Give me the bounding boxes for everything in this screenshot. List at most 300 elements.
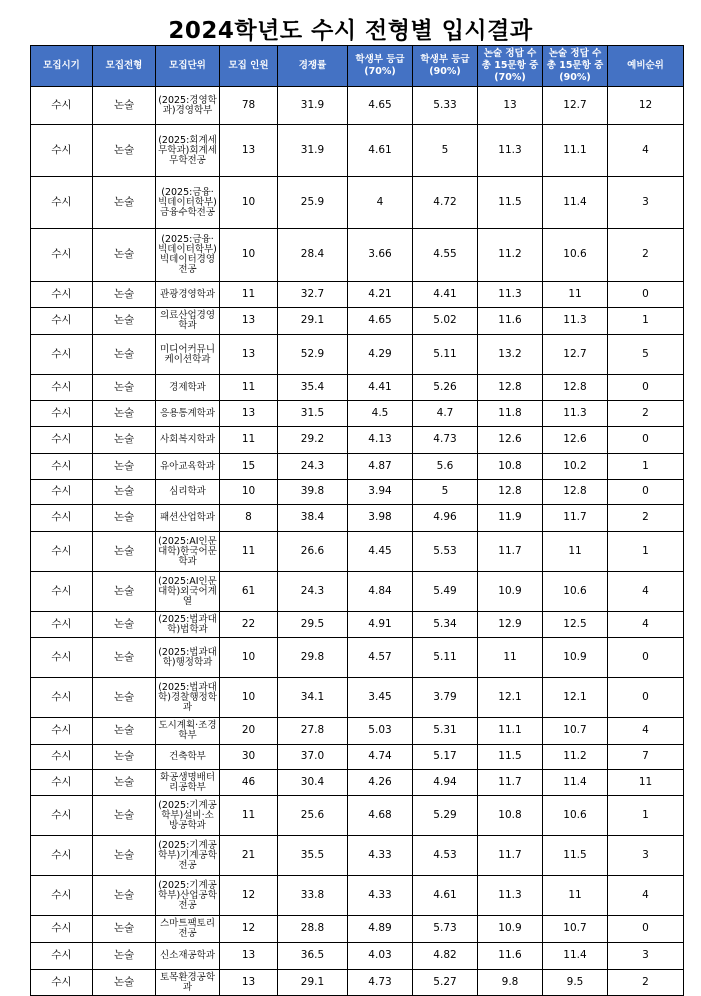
table-cell: 11 bbox=[478, 638, 543, 678]
table-cell: 13 bbox=[220, 335, 278, 375]
table-cell: 4.55 bbox=[413, 229, 478, 282]
table-cell: 수시 bbox=[31, 229, 93, 282]
table-cell: 수시 bbox=[31, 401, 93, 427]
header-cell: 논술 정답 수 총 15문항 중 (90%) bbox=[543, 46, 608, 87]
table-cell: 31.5 bbox=[278, 401, 348, 427]
table-cell: 11.1 bbox=[543, 125, 608, 177]
table-row bbox=[31, 678, 684, 718]
table-cell: (2025:기계공학부)산업공학전공 bbox=[156, 876, 220, 916]
table-cell: 수시 bbox=[31, 916, 93, 943]
table-cell: 수시 bbox=[31, 505, 93, 532]
table-cell: 4.7 bbox=[413, 401, 478, 427]
table-cell: 15 bbox=[220, 454, 278, 480]
table-row bbox=[31, 916, 684, 943]
table-cell: 20 bbox=[220, 718, 278, 745]
table-cell: 5.11 bbox=[413, 335, 478, 375]
table-cell: 10.2 bbox=[543, 454, 608, 480]
table-cell: 10.8 bbox=[478, 454, 543, 480]
table-cell: 12.8 bbox=[478, 375, 543, 401]
table-cell: 4.73 bbox=[413, 427, 478, 454]
table-cell: 29.5 bbox=[278, 612, 348, 638]
table-cell: 24.3 bbox=[278, 454, 348, 480]
header-cell: 모집전형 bbox=[93, 46, 156, 87]
table-cell: 수시 bbox=[31, 308, 93, 335]
table-cell: 13 bbox=[220, 308, 278, 335]
table-cell: 31.9 bbox=[278, 125, 348, 177]
table-cell: 4 bbox=[608, 612, 684, 638]
table-cell: 11.4 bbox=[543, 770, 608, 796]
table-cell: 5 bbox=[413, 480, 478, 505]
table-cell: 24.3 bbox=[278, 572, 348, 612]
table-cell: 4.94 bbox=[413, 770, 478, 796]
table-cell: 4.29 bbox=[348, 335, 413, 375]
table-cell: 12.8 bbox=[543, 480, 608, 505]
table-cell: 수시 bbox=[31, 638, 93, 678]
table-cell: 11 bbox=[543, 876, 608, 916]
table-cell: 4.45 bbox=[348, 532, 413, 572]
table-cell: 논술 bbox=[93, 427, 156, 454]
table-cell: 30 bbox=[220, 745, 278, 770]
table-cell: 10 bbox=[220, 229, 278, 282]
header-cell: 경쟁률 bbox=[278, 46, 348, 87]
table-cell: 수시 bbox=[31, 943, 93, 970]
table-cell: 31.9 bbox=[278, 87, 348, 125]
table-cell: (2025:법과대학)법학과 bbox=[156, 612, 220, 638]
table-cell: 5.03 bbox=[348, 718, 413, 745]
table-cell: 11 bbox=[220, 796, 278, 836]
table-cell: 2 bbox=[608, 505, 684, 532]
table-cell: (2025:법과대학)경찰행정학과 bbox=[156, 678, 220, 718]
table-row bbox=[31, 335, 684, 375]
table-row bbox=[31, 943, 684, 970]
table-cell: (2025:법과대학)행정학과 bbox=[156, 638, 220, 678]
header-cell: 학생부 등급(90%) bbox=[413, 46, 478, 87]
table-cell: 4.57 bbox=[348, 638, 413, 678]
table-cell: 10.6 bbox=[543, 229, 608, 282]
table-cell: 4.73 bbox=[348, 970, 413, 996]
table-cell: 수시 bbox=[31, 745, 93, 770]
table-row bbox=[31, 401, 684, 427]
table-cell: 10 bbox=[220, 177, 278, 229]
table-row bbox=[31, 480, 684, 505]
table-cell: 30.4 bbox=[278, 770, 348, 796]
table-cell: 4 bbox=[608, 876, 684, 916]
table-cell: 4.41 bbox=[413, 282, 478, 308]
table-cell: 수시 bbox=[31, 282, 93, 308]
table-cell: 5.26 bbox=[413, 375, 478, 401]
table-cell: 11 bbox=[220, 282, 278, 308]
table-cell: 35.4 bbox=[278, 375, 348, 401]
table-cell: 논술 bbox=[93, 916, 156, 943]
table-cell: 2 bbox=[608, 229, 684, 282]
table-cell: 0 bbox=[608, 480, 684, 505]
table-cell: 4.61 bbox=[348, 125, 413, 177]
table-cell: 11.5 bbox=[543, 836, 608, 876]
table-cell: 46 bbox=[220, 770, 278, 796]
table-row bbox=[31, 796, 684, 836]
table-row bbox=[31, 87, 684, 125]
table-row bbox=[31, 970, 684, 996]
table-cell: 토목환경공학과 bbox=[156, 970, 220, 996]
table-body bbox=[31, 87, 684, 996]
table-cell: 4.84 bbox=[348, 572, 413, 612]
table-cell: 5.34 bbox=[413, 612, 478, 638]
table-row bbox=[31, 836, 684, 876]
table-cell: 사회복지학과 bbox=[156, 427, 220, 454]
table-cell: 4.72 bbox=[413, 177, 478, 229]
table-cell: 34.1 bbox=[278, 678, 348, 718]
table-cell: 7 bbox=[608, 745, 684, 770]
table-cell: 논술 bbox=[93, 718, 156, 745]
table-cell: 논술 bbox=[93, 745, 156, 770]
table-cell: 4.61 bbox=[413, 876, 478, 916]
table-row bbox=[31, 427, 684, 454]
table-cell: 0 bbox=[608, 282, 684, 308]
table-cell: 4.41 bbox=[348, 375, 413, 401]
table-cell: 11.7 bbox=[478, 532, 543, 572]
header-cell: 모집시기 bbox=[31, 46, 93, 87]
table-cell: 11.2 bbox=[478, 229, 543, 282]
table-cell: 수시 bbox=[31, 532, 93, 572]
table-cell: 12 bbox=[220, 916, 278, 943]
table-cell: 26.6 bbox=[278, 532, 348, 572]
table-row bbox=[31, 876, 684, 916]
table-cell: (2025:회계세무학과)회계세무학전공 bbox=[156, 125, 220, 177]
table-cell: 35.5 bbox=[278, 836, 348, 876]
table-cell: (2025:기계공학부)설비·소방공학과 bbox=[156, 796, 220, 836]
table-cell: 1 bbox=[608, 308, 684, 335]
table-cell: 9.5 bbox=[543, 970, 608, 996]
table-cell: 12.6 bbox=[543, 427, 608, 454]
table-cell: 논술 bbox=[93, 125, 156, 177]
table-cell: 29.8 bbox=[278, 638, 348, 678]
table-row bbox=[31, 745, 684, 770]
table-cell: (2025:AI인문대학)한국어문학과 bbox=[156, 532, 220, 572]
table-row bbox=[31, 375, 684, 401]
table-cell: 논술 bbox=[93, 401, 156, 427]
header-cell: 모집 인원 bbox=[220, 46, 278, 87]
table-cell: (2025:기계공학부)기계공학전공 bbox=[156, 836, 220, 876]
table-cell: 13 bbox=[220, 125, 278, 177]
table-cell: 12.1 bbox=[543, 678, 608, 718]
table-cell: 5 bbox=[608, 335, 684, 375]
table-cell: 61 bbox=[220, 572, 278, 612]
table-cell: 4.68 bbox=[348, 796, 413, 836]
table-cell: 39.8 bbox=[278, 480, 348, 505]
table-cell: 수시 bbox=[31, 177, 93, 229]
table-cell: 수시 bbox=[31, 876, 93, 916]
table-cell: 11.3 bbox=[478, 282, 543, 308]
table-cell: 2 bbox=[608, 401, 684, 427]
table-cell: 12.5 bbox=[543, 612, 608, 638]
table-row bbox=[31, 505, 684, 532]
table-cell: 유아교육학과 bbox=[156, 454, 220, 480]
table-cell: 수시 bbox=[31, 125, 93, 177]
table-cell: 5.29 bbox=[413, 796, 478, 836]
results-table bbox=[30, 45, 684, 996]
table-cell: 3 bbox=[608, 943, 684, 970]
table-row bbox=[31, 638, 684, 678]
table-cell: 논술 bbox=[93, 335, 156, 375]
table-cell: 9.8 bbox=[478, 970, 543, 996]
table-cell: 5.11 bbox=[413, 638, 478, 678]
table-cell: 논술 bbox=[93, 282, 156, 308]
table-cell: 심리학과 bbox=[156, 480, 220, 505]
table-cell: 건축학부 bbox=[156, 745, 220, 770]
table-cell: 논술 bbox=[93, 678, 156, 718]
table-cell: 11.3 bbox=[478, 876, 543, 916]
table-cell: 12.6 bbox=[478, 427, 543, 454]
table-cell: (2025:AI인문대학)외국어계열 bbox=[156, 572, 220, 612]
table-cell: 논술 bbox=[93, 796, 156, 836]
table-cell: 수시 bbox=[31, 87, 93, 125]
table-cell: 3.98 bbox=[348, 505, 413, 532]
table-cell: 0 bbox=[608, 638, 684, 678]
table-cell: (2025:금융·빅데이터학부)빅데이터경영전공 bbox=[156, 229, 220, 282]
table-cell: 논술 bbox=[93, 612, 156, 638]
table-cell: 11 bbox=[543, 282, 608, 308]
table-cell: 4.33 bbox=[348, 876, 413, 916]
table-cell: 5.6 bbox=[413, 454, 478, 480]
table-cell: 12.8 bbox=[478, 480, 543, 505]
table-cell: 10.9 bbox=[543, 638, 608, 678]
table-cell: 11.7 bbox=[478, 836, 543, 876]
table-cell: 논술 bbox=[93, 572, 156, 612]
table-cell: 11.9 bbox=[478, 505, 543, 532]
table-cell: 4 bbox=[608, 125, 684, 177]
table-cell: 12 bbox=[608, 87, 684, 125]
table-cell: 4.96 bbox=[413, 505, 478, 532]
table-cell: 2 bbox=[608, 970, 684, 996]
table-cell: 38.4 bbox=[278, 505, 348, 532]
table-cell: 11.7 bbox=[543, 505, 608, 532]
table-cell: 11.3 bbox=[543, 308, 608, 335]
table-cell: 5.33 bbox=[413, 87, 478, 125]
table-cell: 신소재공학과 bbox=[156, 943, 220, 970]
table-cell: 논술 bbox=[93, 836, 156, 876]
table-cell: 10.8 bbox=[478, 796, 543, 836]
table-cell: 4.5 bbox=[348, 401, 413, 427]
table-cell: 11.1 bbox=[478, 718, 543, 745]
table-cell: (2025:금융·빅데이터학부)금융수학전공 bbox=[156, 177, 220, 229]
table-cell: 11 bbox=[608, 770, 684, 796]
header-cell: 예비순위 bbox=[608, 46, 684, 87]
table-cell: 11.2 bbox=[543, 745, 608, 770]
header-cell: 모집단위 bbox=[156, 46, 220, 87]
table-row bbox=[31, 125, 684, 177]
table-cell: 4 bbox=[608, 718, 684, 745]
table-cell: 논술 bbox=[93, 505, 156, 532]
table-cell: 0 bbox=[608, 678, 684, 718]
table-cell: 4.74 bbox=[348, 745, 413, 770]
table-cell: 논술 bbox=[93, 229, 156, 282]
table-cell: 13 bbox=[220, 401, 278, 427]
table-cell: 5 bbox=[413, 125, 478, 177]
table-cell: (2025:경영학과)경영학부 bbox=[156, 87, 220, 125]
header-cell: 논술 정답 수 총 15문항 중 (70%) bbox=[478, 46, 543, 87]
table-row bbox=[31, 177, 684, 229]
table-cell: 5.53 bbox=[413, 532, 478, 572]
table-cell: 논술 bbox=[93, 480, 156, 505]
table-row bbox=[31, 572, 684, 612]
table-cell: 논술 bbox=[93, 177, 156, 229]
table-cell: 논술 bbox=[93, 532, 156, 572]
table-cell: 4.65 bbox=[348, 308, 413, 335]
table-cell: 수시 bbox=[31, 796, 93, 836]
table-cell: 3.94 bbox=[348, 480, 413, 505]
table-cell: 4.03 bbox=[348, 943, 413, 970]
table-cell: 논술 bbox=[93, 87, 156, 125]
table-cell: 4.87 bbox=[348, 454, 413, 480]
table-cell: 논술 bbox=[93, 876, 156, 916]
table-row bbox=[31, 532, 684, 572]
table-cell: 8 bbox=[220, 505, 278, 532]
table-cell: 수시 bbox=[31, 480, 93, 505]
table-cell: 수시 bbox=[31, 335, 93, 375]
table-cell: 13 bbox=[220, 970, 278, 996]
table-cell: 화공생명배터리공학부 bbox=[156, 770, 220, 796]
table-cell: 11.7 bbox=[478, 770, 543, 796]
table-cell: 12.7 bbox=[543, 335, 608, 375]
table-cell: 5.73 bbox=[413, 916, 478, 943]
table-cell: 10.7 bbox=[543, 916, 608, 943]
table-cell: 29.2 bbox=[278, 427, 348, 454]
table-row bbox=[31, 770, 684, 796]
table-cell: 12.8 bbox=[543, 375, 608, 401]
table-row bbox=[31, 308, 684, 335]
table-cell: 11.4 bbox=[543, 177, 608, 229]
table-cell: 4.13 bbox=[348, 427, 413, 454]
table-cell: 경제학과 bbox=[156, 375, 220, 401]
table-cell: 1 bbox=[608, 532, 684, 572]
table-cell: 0 bbox=[608, 427, 684, 454]
table-cell: 수시 bbox=[31, 678, 93, 718]
table-cell: 0 bbox=[608, 375, 684, 401]
table-row bbox=[31, 718, 684, 745]
table-cell: 미디어커뮤니케이션학과 bbox=[156, 335, 220, 375]
table-cell: 13.2 bbox=[478, 335, 543, 375]
table-cell: 11 bbox=[220, 427, 278, 454]
table-cell: 10 bbox=[220, 638, 278, 678]
table-cell: 37.0 bbox=[278, 745, 348, 770]
table-cell: 11.5 bbox=[478, 745, 543, 770]
table-cell: 10.9 bbox=[478, 916, 543, 943]
table-cell: 25.9 bbox=[278, 177, 348, 229]
table-cell: 10 bbox=[220, 678, 278, 718]
table-cell: 28.4 bbox=[278, 229, 348, 282]
page-title: 2024학년도 수시 전형별 입시결과 bbox=[168, 18, 533, 44]
table-cell: 0 bbox=[608, 916, 684, 943]
table-cell: 4.26 bbox=[348, 770, 413, 796]
table-cell: 수시 bbox=[31, 375, 93, 401]
table-cell: 11.8 bbox=[478, 401, 543, 427]
table-cell: 27.8 bbox=[278, 718, 348, 745]
table-cell: 10 bbox=[220, 480, 278, 505]
table-cell: 25.6 bbox=[278, 796, 348, 836]
table-cell: 논술 bbox=[93, 638, 156, 678]
table-cell: 5.49 bbox=[413, 572, 478, 612]
table-cell: 4.53 bbox=[413, 836, 478, 876]
table-cell: 논술 bbox=[93, 943, 156, 970]
table-cell: 78 bbox=[220, 87, 278, 125]
table-row bbox=[31, 229, 684, 282]
table-cell: 13 bbox=[478, 87, 543, 125]
table-cell: 5.27 bbox=[413, 970, 478, 996]
table-cell: 11.3 bbox=[543, 401, 608, 427]
table-cell: 36.5 bbox=[278, 943, 348, 970]
table-cell: 스마트팩토리전공 bbox=[156, 916, 220, 943]
table-cell: 논술 bbox=[93, 375, 156, 401]
table-cell: 32.7 bbox=[278, 282, 348, 308]
table-cell: 10.7 bbox=[543, 718, 608, 745]
table-cell: 12.1 bbox=[478, 678, 543, 718]
table-cell: 1 bbox=[608, 796, 684, 836]
table-cell: 수시 bbox=[31, 427, 93, 454]
table-cell: 11.4 bbox=[543, 943, 608, 970]
table-cell: 4.89 bbox=[348, 916, 413, 943]
table-cell: 33.8 bbox=[278, 876, 348, 916]
table-cell: 11.5 bbox=[478, 177, 543, 229]
table-cell: 논술 bbox=[93, 970, 156, 996]
table-cell: 12.7 bbox=[543, 87, 608, 125]
table-cell: 10.6 bbox=[543, 572, 608, 612]
header-cell: 학생부 등급(70%) bbox=[348, 46, 413, 87]
table-cell: 5.17 bbox=[413, 745, 478, 770]
table-cell: 패션산업학과 bbox=[156, 505, 220, 532]
table-cell: 도시계획·조경학부 bbox=[156, 718, 220, 745]
table-cell: 29.1 bbox=[278, 308, 348, 335]
table-cell: 3 bbox=[608, 177, 684, 229]
table-cell: 11.6 bbox=[478, 308, 543, 335]
table-cell: 수시 bbox=[31, 454, 93, 480]
table-cell: 3 bbox=[608, 836, 684, 876]
table-cell: 논술 bbox=[93, 454, 156, 480]
table-cell: 수시 bbox=[31, 718, 93, 745]
table-cell: 10.6 bbox=[543, 796, 608, 836]
table-cell: 52.9 bbox=[278, 335, 348, 375]
table-cell: 수시 bbox=[31, 836, 93, 876]
table-cell: 28.8 bbox=[278, 916, 348, 943]
table-cell: 12.9 bbox=[478, 612, 543, 638]
table-cell: 22 bbox=[220, 612, 278, 638]
table-cell: 4.82 bbox=[413, 943, 478, 970]
table-row bbox=[31, 454, 684, 480]
table-cell: 13 bbox=[220, 943, 278, 970]
table-cell: 5.02 bbox=[413, 308, 478, 335]
table-cell: 4 bbox=[348, 177, 413, 229]
table-cell: 4 bbox=[608, 572, 684, 612]
table-cell: 3.79 bbox=[413, 678, 478, 718]
table-cell: 수시 bbox=[31, 770, 93, 796]
table-cell: 논술 bbox=[93, 308, 156, 335]
table-cell: 11 bbox=[543, 532, 608, 572]
table-cell: 21 bbox=[220, 836, 278, 876]
table-cell: 4.65 bbox=[348, 87, 413, 125]
table-cell: 11 bbox=[220, 375, 278, 401]
table-cell: 논술 bbox=[93, 770, 156, 796]
table-cell: 10.9 bbox=[478, 572, 543, 612]
table-cell: 11.6 bbox=[478, 943, 543, 970]
table-cell: 의료산업경영학과 bbox=[156, 308, 220, 335]
table-cell: 4.21 bbox=[348, 282, 413, 308]
table-cell: 응용통계학과 bbox=[156, 401, 220, 427]
table-cell: 3.66 bbox=[348, 229, 413, 282]
table-cell: 5.31 bbox=[413, 718, 478, 745]
table-cell: 수시 bbox=[31, 612, 93, 638]
table-cell: 29.1 bbox=[278, 970, 348, 996]
table-cell: 4.91 bbox=[348, 612, 413, 638]
table-cell: 3.45 bbox=[348, 678, 413, 718]
